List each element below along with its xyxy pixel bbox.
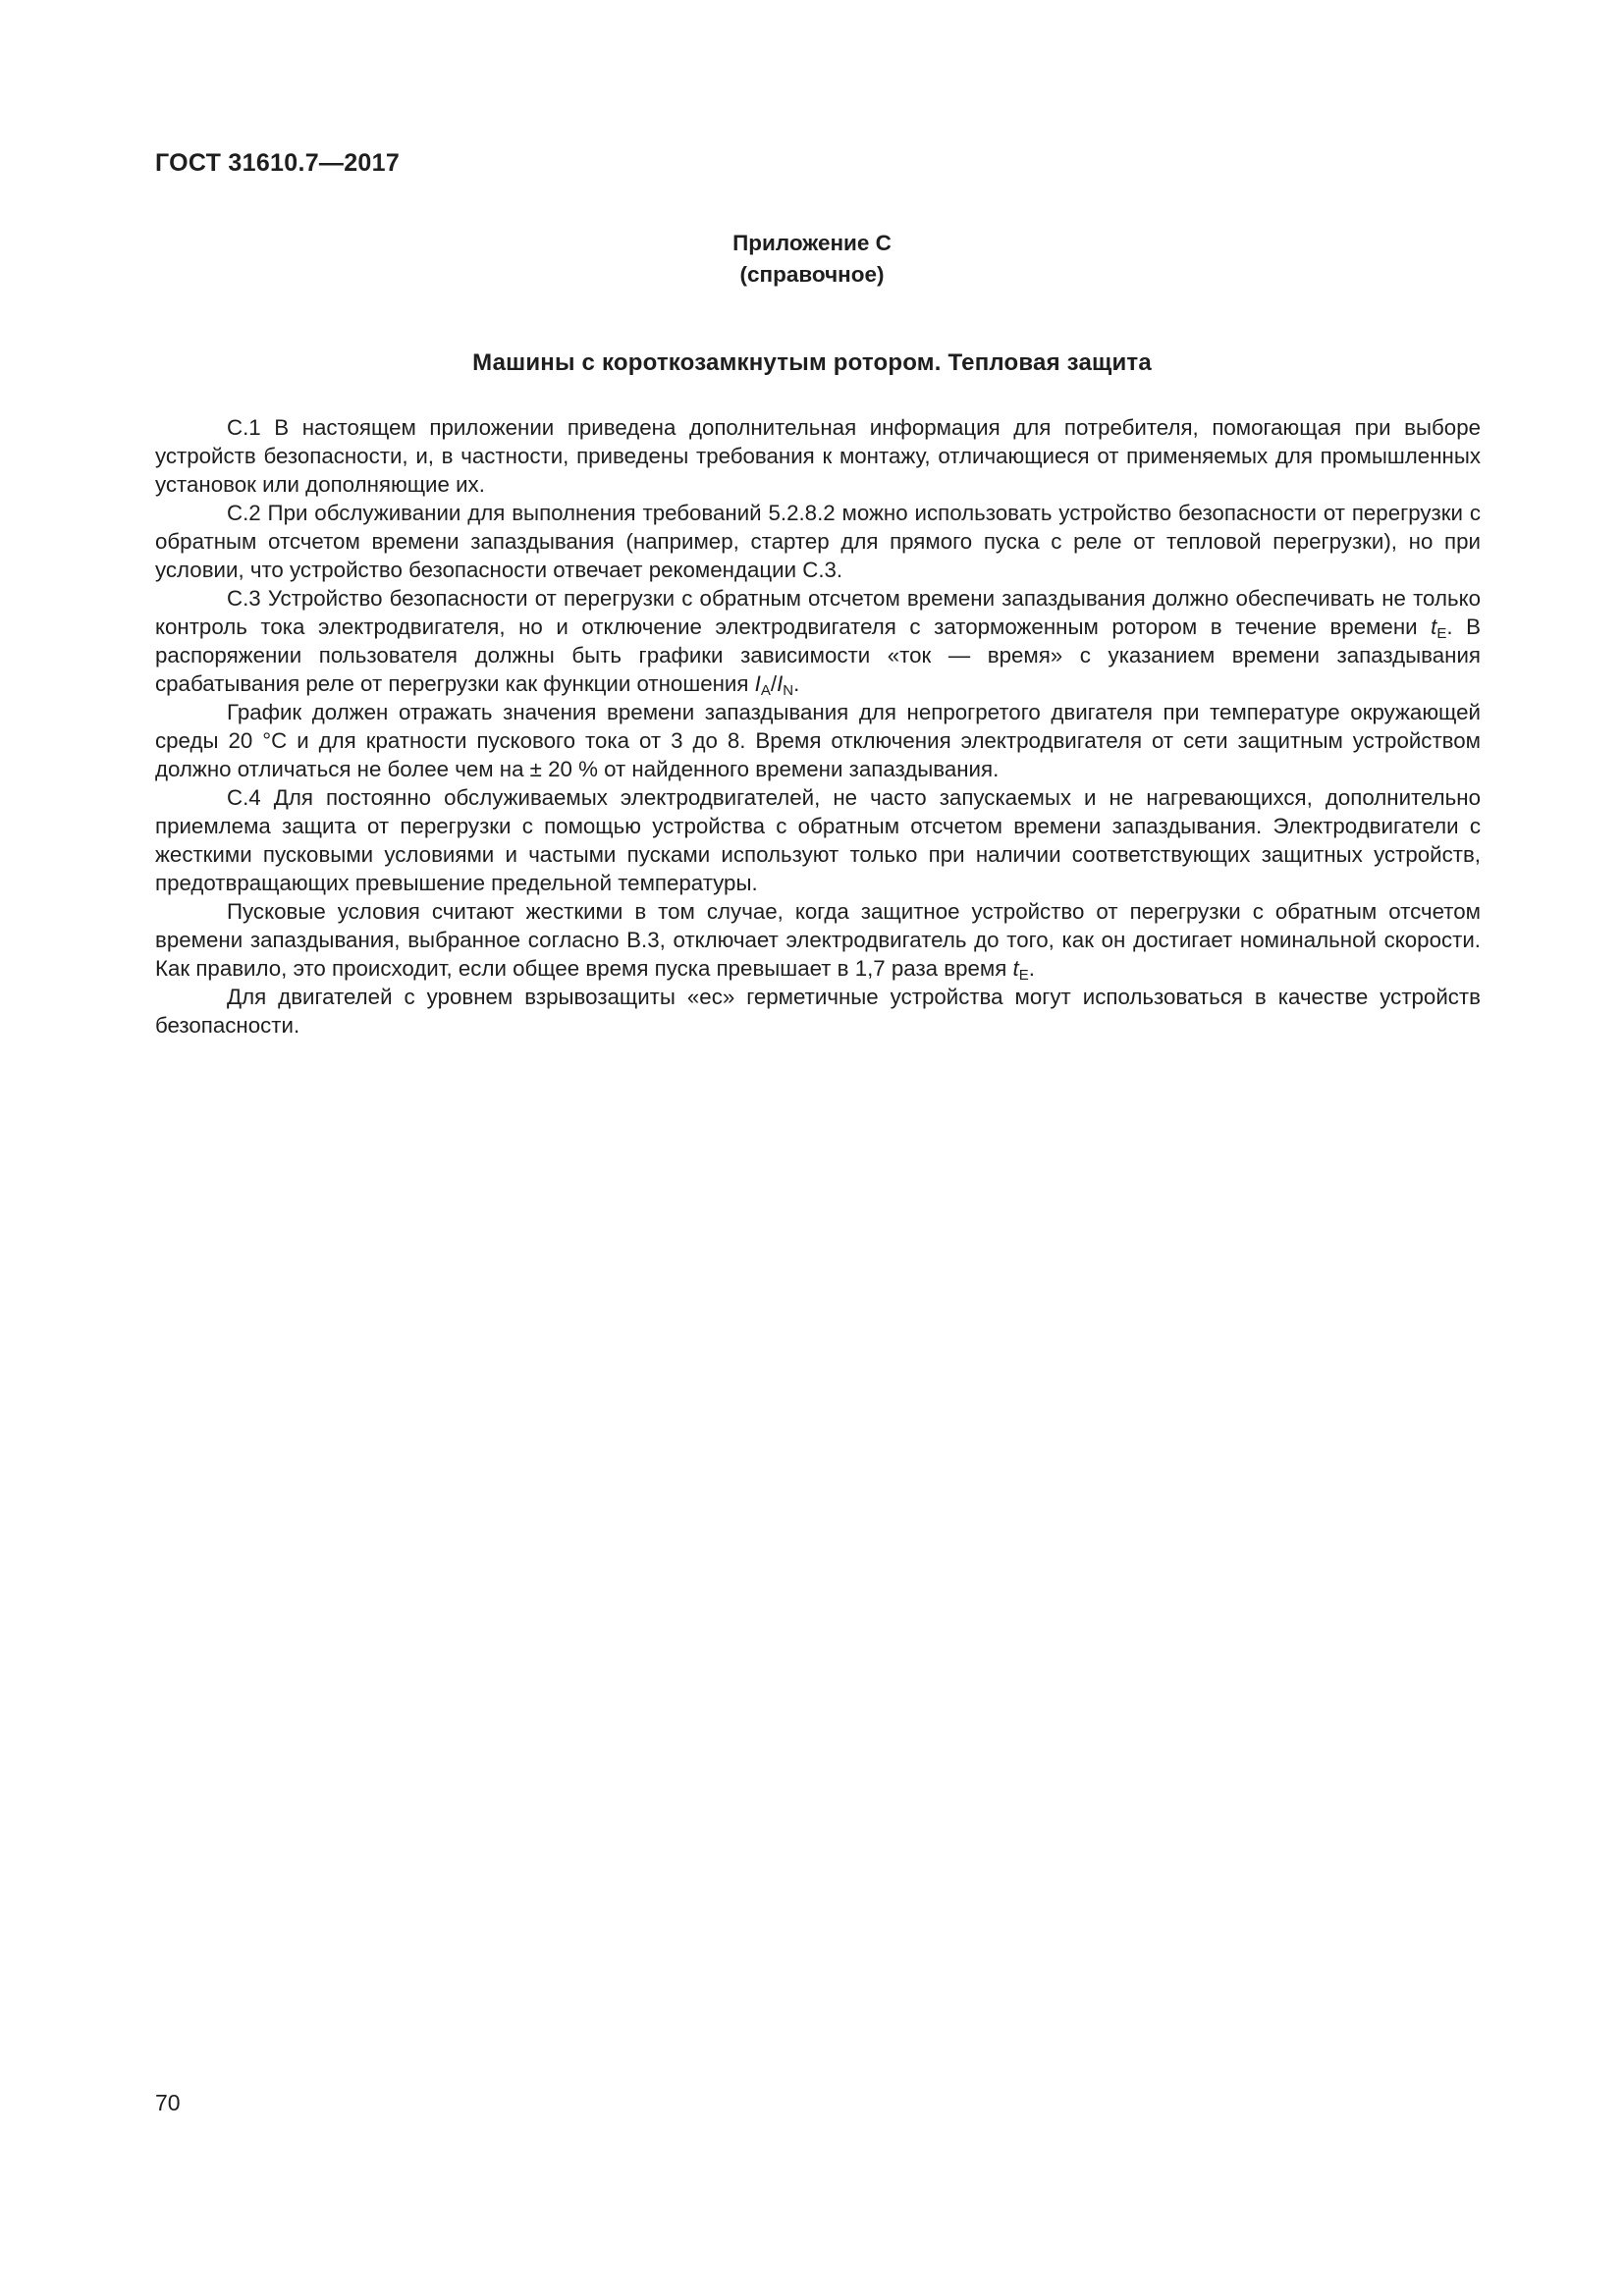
symbol-i-a-subscript: A bbox=[760, 682, 771, 699]
paragraph-ec: Для двигателей с уровнем взрывозащиты «ес» герметичные устройства могут использоваться в качестве устройств безопасности. bbox=[155, 985, 1481, 1038]
paragraph-start-conditions-text-2: . bbox=[1028, 956, 1035, 981]
symbol-t-subscript: E bbox=[1436, 625, 1447, 642]
annex-heading bbox=[0, 228, 1624, 291]
paragraph-start-conditions bbox=[155, 897, 1481, 983]
standard-designation: ГОСТ 31610.7—2017 bbox=[155, 149, 401, 177]
symbol-ratio-slash: / bbox=[770, 671, 778, 696]
symbol-i-n: I bbox=[777, 671, 784, 696]
paragraph-c4: С.4 Для постоянно обслуживаемых электродвигателей, не часто запускаемых и не нагревающихся, дополнительно приемлема защита от перегрузки с помощью устройства с обратным отсчетом времени запаздывания. Электродвигатели с жесткими пусковыми условиями и частыми пусками используют только при наличии соответствующих защитных устройств, предотвращающих превышение предельной температуры. bbox=[155, 785, 1481, 895]
page-number: 70 bbox=[155, 2090, 181, 2115]
paragraph-c2: С.2 При обслуживании для выполнения требований 5.2.8.2 можно использовать устройство безопасности от перегрузки с обратным отсчетом времени запаздывания (например, стартер для прямого пуска с реле от тепловой перегрузки), но при условии, что устройство безопасности отвечает рекомендации С.3. bbox=[155, 501, 1481, 582]
symbol-t-2: t bbox=[1012, 956, 1019, 981]
annex-type: (справочное) bbox=[739, 262, 885, 287]
paragraph-c3-text-1: С.3 Устройство безопасности от перегрузки с обратным отсчетом времени запаздывания должно обеспечивать не только контроль тока электродвигателя, но и отключение электродвигателя с заторможенным ротором в течение времени bbox=[155, 586, 1481, 639]
paragraph-c3 bbox=[155, 584, 1481, 698]
paragraph-start-conditions-text-1: Пусковые условия считают жесткими в том случае, когда защитное устройство от перегрузки с обратным отсчетом времени запаздывания, выбранное согласно В.3, отключает электродвигатель до того, как он достигает номинальной скорости. Как правило, это происходит, если общее время пуска превышает в 1,7 раза время bbox=[155, 899, 1481, 981]
paragraph-graph: График должен отражать значения времени запаздывания для непрогретого двигателя при температуре окружающей среды 20 °С и для кратности пускового тока от 3 до 8. Время отключения электродвигателя от сети защитным устройством должно отличаться не более чем на ± 20 % от найденного времени запаздывания. bbox=[155, 700, 1481, 781]
paragraph-c3-text-3: . bbox=[793, 671, 800, 696]
paragraph-c3-text-2: . В распоряжении пользователя должны быть графики зависимости «ток — время» с указанием времени запаздывания срабатывания реле от перегрузки как функции отношения bbox=[155, 614, 1481, 696]
paragraph-c1: С.1 В настоящем приложении приведена дополнительная информация для потребителя, помогающая при выборе устройств безопасности, и, в частности, приведены требования к монтажу, отличающиеся от применяемых для промышленных установок или дополняющие их. bbox=[155, 415, 1481, 497]
symbol-t-2-subscript: E bbox=[1018, 967, 1029, 984]
symbol-i-n-subscript: N bbox=[783, 682, 794, 699]
annex-label: Приложение С bbox=[732, 231, 892, 255]
annex-body bbox=[155, 413, 1481, 1040]
symbol-t: t bbox=[1431, 614, 1437, 639]
annex-title: Машины с короткозамкнутым ротором. Тепловая защита bbox=[472, 349, 1152, 376]
symbol-i-a: I bbox=[754, 671, 761, 696]
